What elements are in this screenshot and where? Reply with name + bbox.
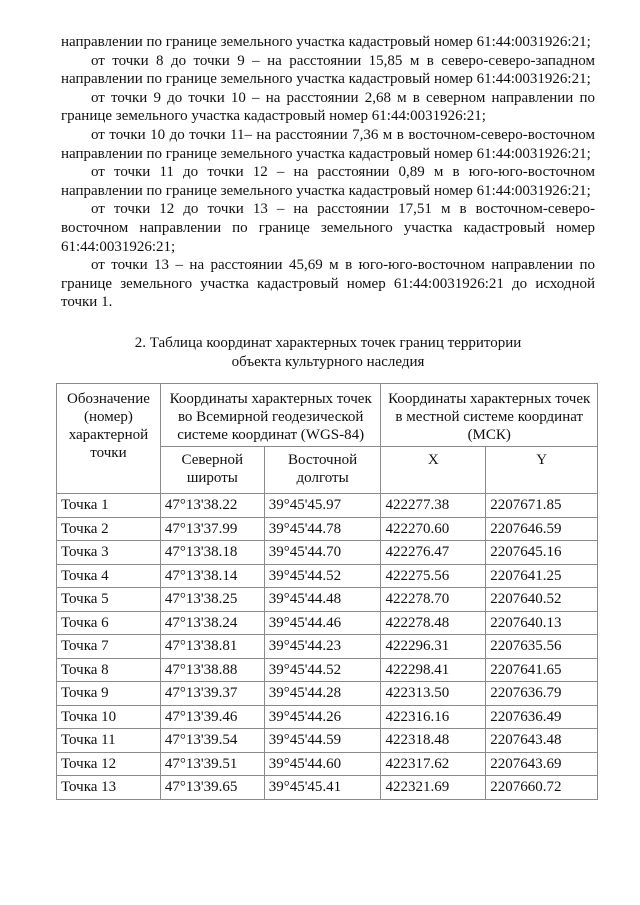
point-name-cell: Точка 5 (57, 588, 161, 612)
header-x: X (381, 447, 486, 494)
point-name-cell: Точка 10 (57, 705, 161, 729)
y-coordinate-cell: 2207640.13 (486, 611, 598, 635)
y-coordinate-cell: 2207671.85 (486, 494, 598, 518)
latitude-cell: 47°13'39.46 (160, 705, 264, 729)
longitude-cell: 39°45'45.97 (264, 494, 381, 518)
header-wgs: Координаты характерных точек во Всемирной геодезической системе координат (WGS-84) (160, 384, 381, 447)
y-coordinate-cell: 2207635.56 (486, 635, 598, 659)
longitude-cell: 39°45'44.52 (264, 564, 381, 588)
x-coordinate-cell: 422278.70 (381, 588, 486, 612)
table-row (57, 517, 598, 541)
longitude-cell: 39°45'44.28 (264, 682, 381, 706)
point-name-cell: Точка 7 (57, 635, 161, 659)
latitude-cell: 47°13'37.99 (160, 517, 264, 541)
table-row (57, 752, 598, 776)
latitude-cell: 47°13'38.14 (160, 564, 264, 588)
table-row (57, 541, 598, 565)
longitude-cell: 39°45'44.60 (264, 752, 381, 776)
y-coordinate-cell: 2207636.49 (486, 705, 598, 729)
header-msk: Координаты характерных точек в местной системе координат (МСК) (381, 384, 598, 447)
header-designation: Обозначение (номер) характерной точки (57, 384, 161, 494)
x-coordinate-cell: 422317.62 (381, 752, 486, 776)
table-row (57, 635, 598, 659)
paragraph: от точки 11 до точки 12 – на расстоянии 0,89 м в юго-юго-восточном направлении по границе земельного участка кадастровый номер 61:44:0031926:21; (61, 164, 595, 199)
latitude-cell: 47°13'39.65 (160, 776, 264, 800)
coordinates-table (56, 383, 598, 800)
latitude-cell: 47°13'39.54 (160, 729, 264, 753)
latitude-cell: 47°13'38.81 (160, 635, 264, 659)
point-name-cell: Точка 9 (57, 682, 161, 706)
latitude-cell: 47°13'38.18 (160, 541, 264, 565)
longitude-cell: 39°45'44.26 (264, 705, 381, 729)
y-coordinate-cell: 2207640.52 (486, 588, 598, 612)
table-row (57, 564, 598, 588)
table-title-line: объекта культурного наследия (231, 353, 425, 370)
point-name-cell: Точка 3 (57, 541, 161, 565)
latitude-cell: 47°13'38.88 (160, 658, 264, 682)
paragraph: направлении по границе земельного участка кадастровый номер 61:44:0031926:21; (61, 34, 591, 50)
longitude-cell: 39°45'45.41 (264, 776, 381, 800)
y-coordinate-cell: 2207641.25 (486, 564, 598, 588)
latitude-cell: 47°13'38.24 (160, 611, 264, 635)
y-coordinate-cell: 2207643.48 (486, 729, 598, 753)
header-lon: Восточной долготы (264, 447, 381, 494)
table-row (57, 705, 598, 729)
x-coordinate-cell: 422298.41 (381, 658, 486, 682)
point-name-cell: Точка 6 (57, 611, 161, 635)
point-name-cell: Точка 12 (57, 752, 161, 776)
x-coordinate-cell: 422278.48 (381, 611, 486, 635)
longitude-cell: 39°45'44.70 (264, 541, 381, 565)
longitude-cell: 39°45'44.23 (264, 635, 381, 659)
y-coordinate-cell: 2207636.79 (486, 682, 598, 706)
latitude-cell: 47°13'39.51 (160, 752, 264, 776)
paragraph: от точки 13 – на расстоянии 45,69 м в юго-юго-восточном направлении по границе земельного участка кадастровый номер 61:44:0031926:21 до исходной точки 1. (61, 257, 595, 311)
table-row (57, 658, 598, 682)
table-row (57, 494, 598, 518)
y-coordinate-cell: 2207641.65 (486, 658, 598, 682)
x-coordinate-cell: 422318.48 (381, 729, 486, 753)
table-title (61, 334, 595, 371)
paragraph: от точки 12 до точки 13 – на расстоянии 17,51 м в восточном-северо-восточном направлении по границе земельного участка кадастровый номер 61:44:0031926:21; (61, 201, 595, 255)
table-row (57, 776, 598, 800)
latitude-cell: 47°13'39.37 (160, 682, 264, 706)
latitude-cell: 47°13'38.22 (160, 494, 264, 518)
paragraph: от точки 9 до точки 10 – на расстоянии 2,68 м в северном направлении по границе земельного участка кадастровый номер 61:44:0031926:21; (61, 89, 595, 125)
table-body (57, 494, 598, 800)
x-coordinate-cell: 422321.69 (381, 776, 486, 800)
point-name-cell: Точка 2 (57, 517, 161, 541)
header-y: Y (486, 447, 598, 494)
table-row (57, 729, 598, 753)
y-coordinate-cell: 2207645.16 (486, 541, 598, 565)
point-name-cell: Точка 4 (57, 564, 161, 588)
x-coordinate-cell: 422270.60 (381, 517, 486, 541)
point-name-cell: Точка 11 (57, 729, 161, 753)
longitude-cell: 39°45'44.59 (264, 729, 381, 753)
latitude-cell: 47°13'38.25 (160, 588, 264, 612)
x-coordinate-cell: 422313.50 (381, 682, 486, 706)
longitude-cell: 39°45'44.46 (264, 611, 381, 635)
point-name-cell: Точка 1 (57, 494, 161, 518)
x-coordinate-cell: 422275.56 (381, 564, 486, 588)
point-name-cell: Точка 8 (57, 658, 161, 682)
paragraph: от точки 8 до точки 9 – на расстоянии 15,85 м в северо-северо-западном направлении по границе земельного участка кадастровый номер 61:44:0031926:21; (61, 52, 595, 88)
y-coordinate-cell: 2207643.69 (486, 752, 598, 776)
table-row (57, 682, 598, 706)
longitude-cell: 39°45'44.52 (264, 658, 381, 682)
point-name-cell: Точка 13 (57, 776, 161, 800)
y-coordinate-cell: 2207660.72 (486, 776, 598, 800)
boundary-description (61, 33, 595, 312)
header-lat: Северной широты (160, 447, 264, 494)
table-title-line: 2. Таблица координат характерных точек границ территории (134, 335, 522, 351)
y-coordinate-cell: 2207646.59 (486, 517, 598, 541)
longitude-cell: 39°45'44.78 (264, 517, 381, 541)
x-coordinate-cell: 422277.38 (381, 494, 486, 518)
paragraph: от точки 10 до точки 11– на расстоянии 7,36 м в восточном-северо-восточном направлении по границе земельного участка кадастровый номер 61:44:0031926:21; (61, 126, 595, 162)
x-coordinate-cell: 422276.47 (381, 541, 486, 565)
table-row (57, 611, 598, 635)
x-coordinate-cell: 422316.16 (381, 705, 486, 729)
table-row (57, 588, 598, 612)
longitude-cell: 39°45'44.48 (264, 588, 381, 612)
x-coordinate-cell: 422296.31 (381, 635, 486, 659)
